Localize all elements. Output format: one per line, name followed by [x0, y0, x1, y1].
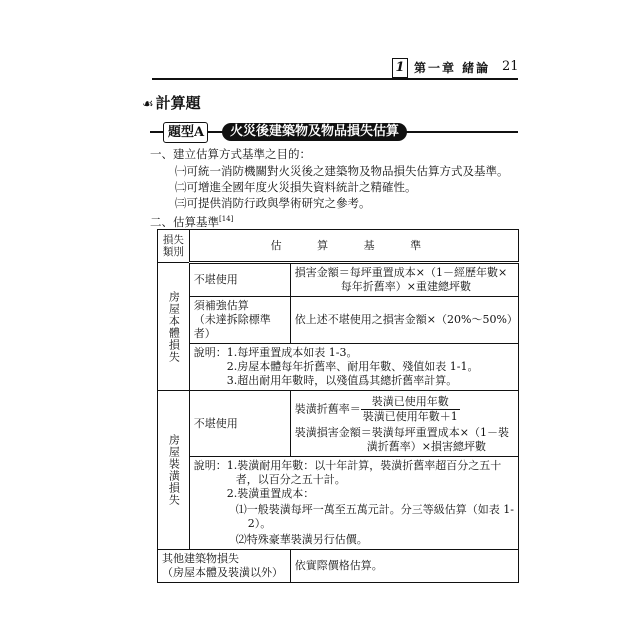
decor-note-2a-line2: 2）。	[247, 517, 272, 530]
category-house	[158, 263, 190, 391]
house-row2-formula: 依上述不堪使用之損害金額×（20%～50%）	[290, 297, 518, 344]
decor-row1-label: 不堪使用	[189, 391, 290, 457]
house-row2-label-line1: 須補強估算	[193, 299, 249, 312]
house-row2-label	[189, 297, 290, 344]
col-header-category: 損失類別	[158, 230, 190, 263]
house-row1-formula	[290, 263, 518, 297]
other-formula: 依實際價格估算。	[290, 550, 518, 583]
decor-note-1-line1: 1.裝潢耐用年數：以十年計算，裝潢折舊率超百分之五十	[226, 459, 502, 472]
decor-rate-denominator: 裝潢已使用年數＋1	[362, 410, 458, 423]
table-row	[158, 391, 519, 457]
header-rule	[152, 78, 518, 80]
table-row	[158, 344, 519, 391]
category-other-line2: （房屋本體及裝潢以外）	[162, 566, 283, 579]
decor-notes	[189, 457, 518, 550]
house-row1-formula-line1: 損害金額＝每坪重置成本×（1－經歷年數×	[294, 266, 508, 279]
chapter-icon: 1	[392, 58, 408, 78]
item-two-text: 二、估算基準	[150, 214, 219, 229]
category-decor	[158, 391, 190, 550]
decor-formula-line1: 裝潢損害金額＝裝潢每坪重置成本×（1－裝	[294, 426, 509, 439]
decor-note-2: 2.裝潢重置成本：	[226, 487, 315, 500]
house-row1-formula-line2: 每年折舊率）×重建總坪數	[340, 280, 471, 293]
house-note-2: 2.房屋本體每年折舊率、耐用年數、殘值如表 1-1。	[226, 360, 479, 373]
decor-rate-numerator: 裝潢已使用年數	[361, 395, 460, 410]
section-mark-icon: ☙	[142, 97, 154, 112]
item-one-a: ㈠可統一消防機關對火災後之建築物及物品損失估算方式及基準。	[175, 164, 509, 178]
item-two-ref: [14]	[219, 215, 234, 223]
house-row2-label-line2: （未達拆除標準者）	[193, 313, 271, 340]
decor-row1-formula	[290, 391, 518, 457]
topic-label: 題型A	[163, 122, 208, 143]
category-house-text: 房屋本體損失	[167, 290, 181, 363]
topic-title: 火災後建築物及物品損失估算	[222, 123, 407, 141]
running-head	[392, 56, 519, 80]
house-note-1: 1.每坪重置成本如表 1-3。	[226, 346, 358, 359]
estimation-table	[157, 229, 519, 583]
table-header-row	[158, 230, 519, 263]
category-other	[158, 550, 291, 583]
house-notes-prefix: 說明：	[193, 346, 227, 359]
category-decor-text: 房屋裝潢損失	[167, 434, 181, 506]
decor-note-1-line2: 者，以百分之五十計。	[235, 473, 346, 486]
table-row	[158, 550, 519, 583]
house-row1-label: 不堪使用	[189, 263, 290, 297]
decor-rate-label: 裝潢折舊率＝	[294, 402, 361, 416]
decor-note-2b: ⑵特殊豪華裝潢另行估價。	[235, 533, 368, 546]
table-row	[158, 263, 519, 297]
chapter-title: 第一章 緒論	[414, 61, 491, 75]
page-number: 21	[502, 59, 519, 74]
item-one: 一、建立估算方式基準之目的：	[150, 147, 311, 161]
item-two	[150, 212, 233, 230]
item-one-c: ㈢可提供消防行政與學術研究之參考。	[175, 196, 371, 210]
category-other-line1: 其他建築物損失	[162, 552, 239, 565]
decor-rate	[295, 393, 514, 426]
decor-note-2a-line1: ⑴一般裝潢每坪一萬至五萬元計。分三等級估算（如表 1-	[235, 503, 514, 516]
house-note-3: 3.超出耐用年數時，以殘值爲其總折舊率計算。	[226, 374, 458, 387]
decor-notes-prefix: 說明：	[193, 459, 227, 472]
col-header-basis: 估 算 基 準	[189, 230, 518, 263]
table-row	[158, 457, 519, 550]
section-title-text: 計算題	[155, 94, 201, 112]
decor-formula-line2: 潢折舊率）×損害總坪數	[366, 440, 486, 453]
table-row	[158, 297, 519, 344]
decor-rate-fraction	[361, 395, 460, 424]
house-notes	[189, 344, 518, 391]
item-one-b: ㈡可增進全國年度火災損失資料統計之精確性。	[175, 180, 417, 194]
section-title	[142, 92, 201, 113]
